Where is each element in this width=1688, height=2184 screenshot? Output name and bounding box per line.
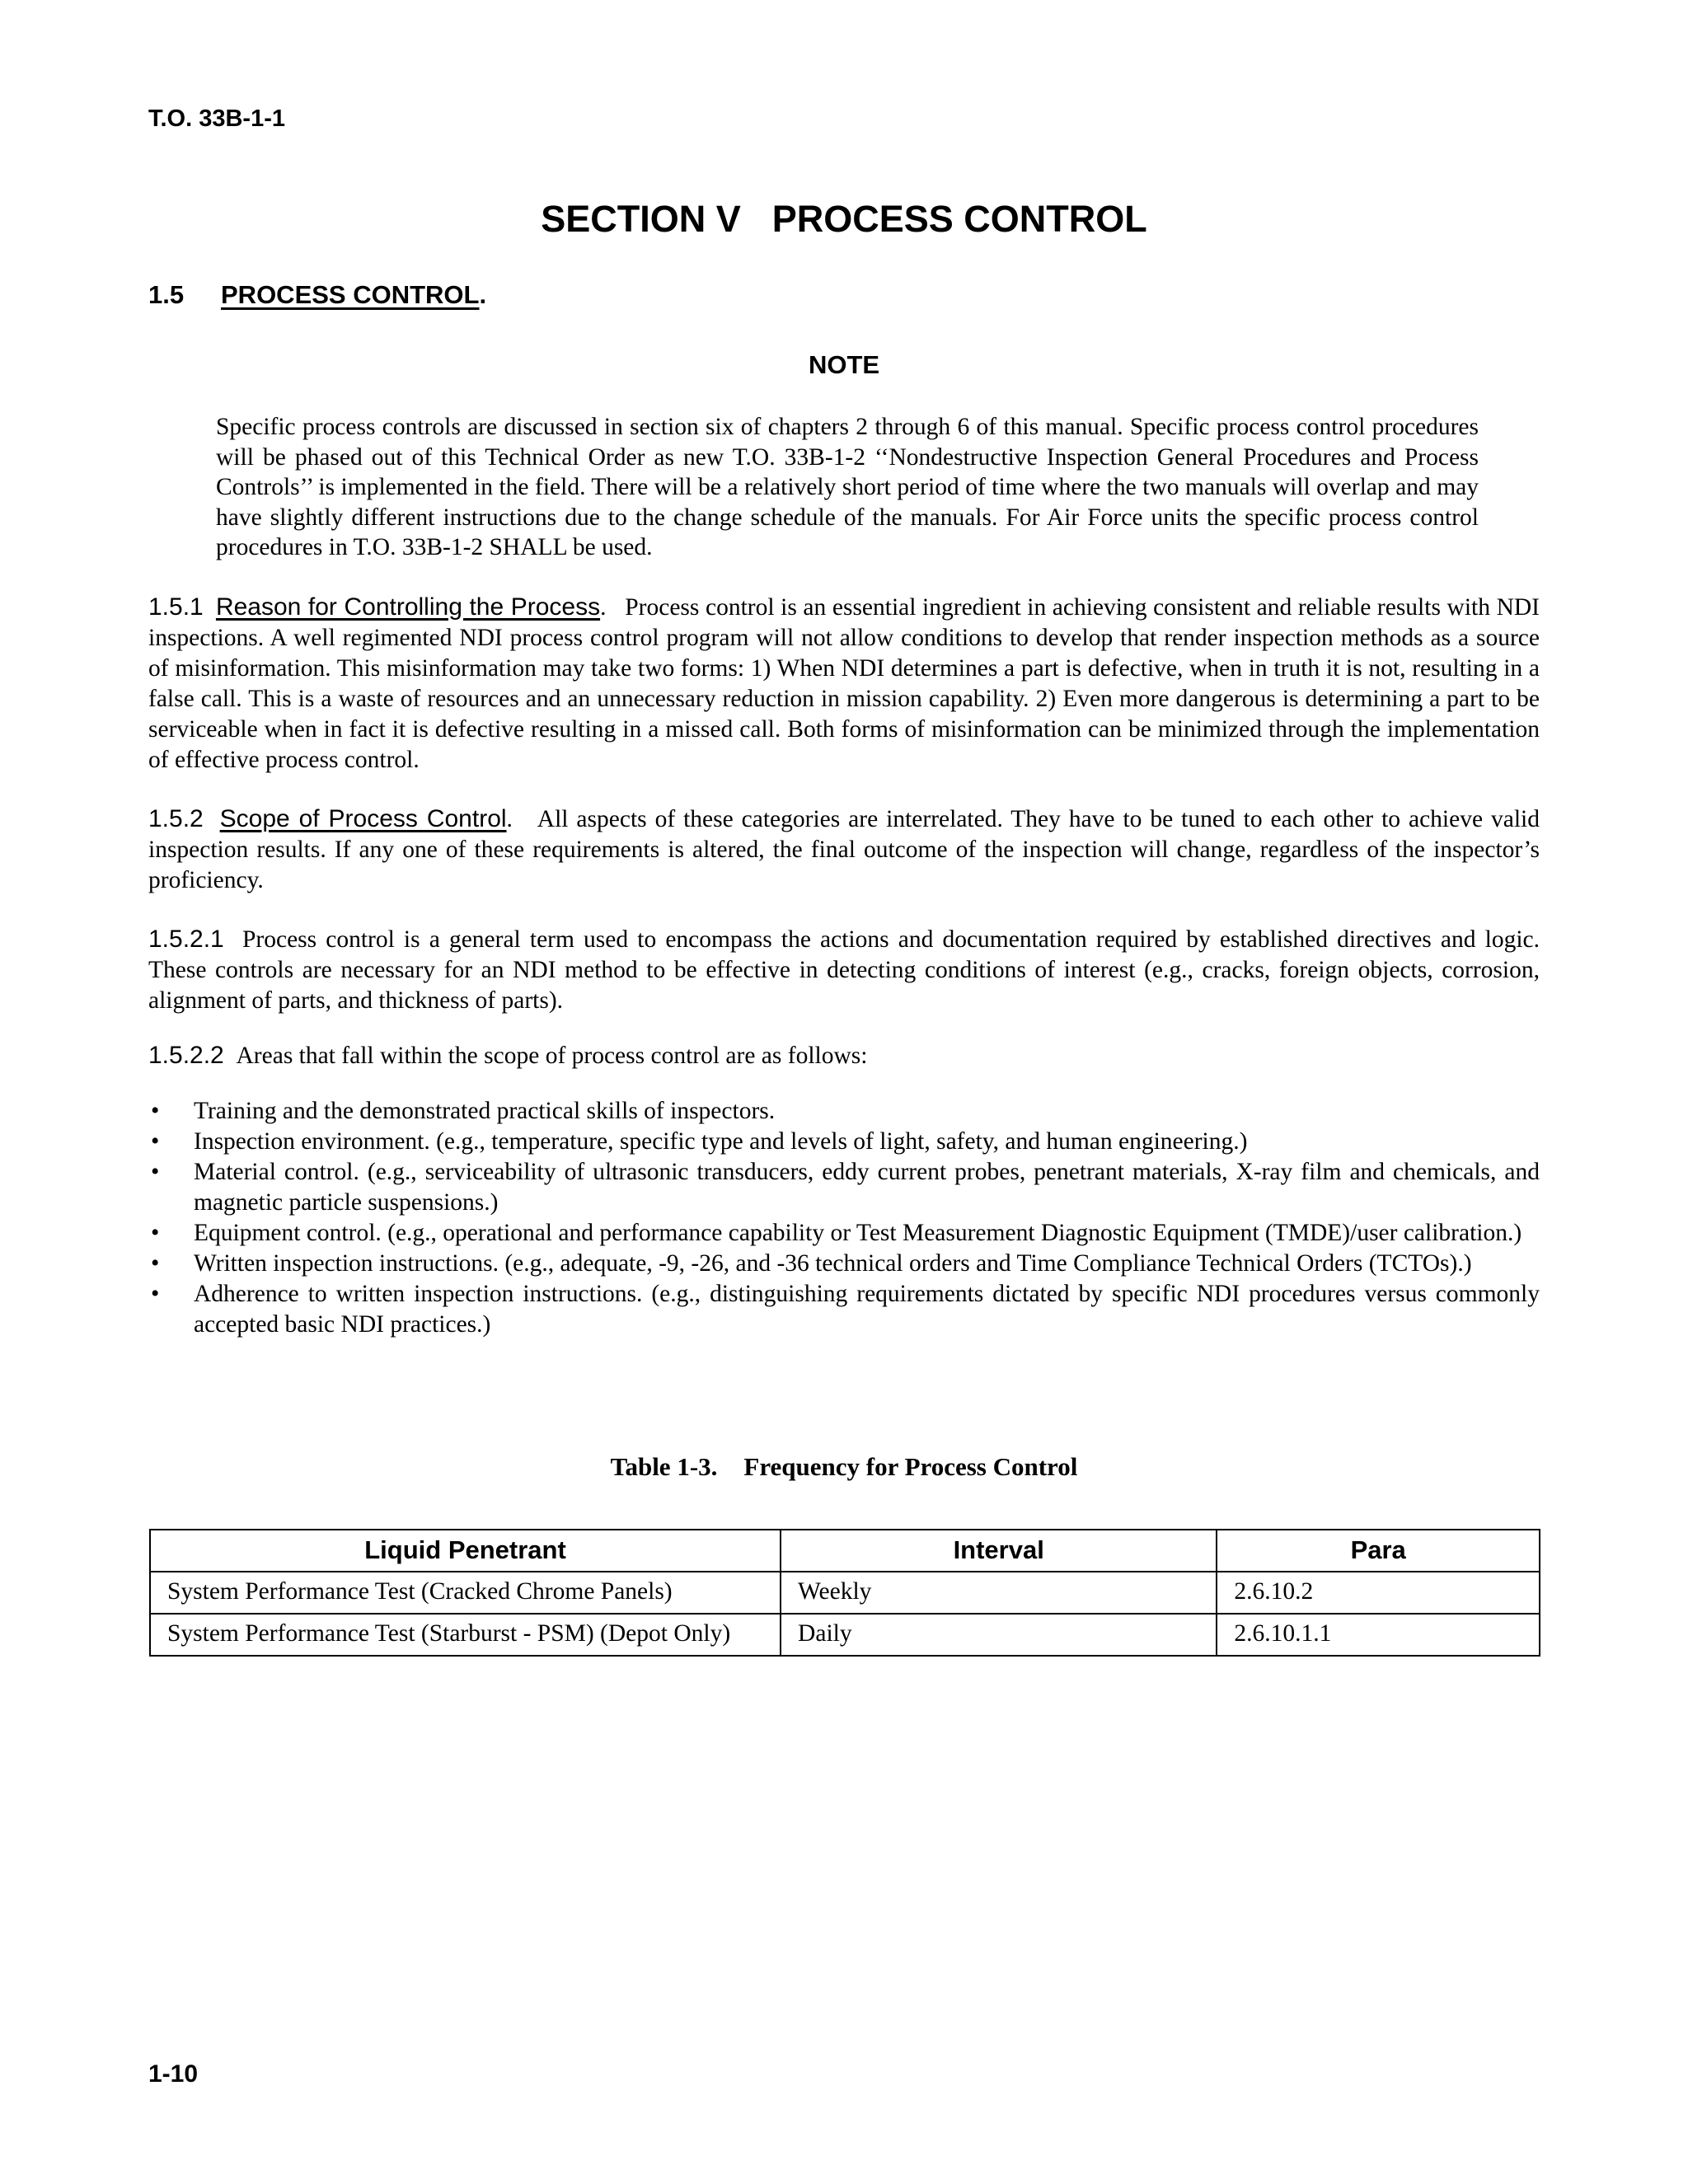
paragraph-1-5-2: 1.5.2 Scope of Process Control. All aspects of these categories are interrelated. They have to be tuned to each other to achieve valid inspection results. If any one of these requirements is altered, the final outcome of the inspection will change, regardless of the inspector’s proficiency.	[148, 805, 1540, 893]
table-row	[150, 1614, 1540, 1656]
heading-title: PROCESS CONTROL	[221, 280, 480, 309]
list-item-text: Written inspection instructions. (e.g., adequate, -9, -26, and -36 technical orders and Time Compliance Technical Orders (TCTOs).)	[194, 1250, 1472, 1277]
table-cell-test: System Performance Test (Cracked Chrome Panels)	[150, 1572, 781, 1614]
process-control-table	[149, 1529, 1540, 1657]
paragraph-1-5-2-2	[148, 1040, 1540, 1071]
table-row	[150, 1572, 1540, 1614]
bullet-icon: •	[151, 1128, 160, 1155]
section-name: PROCESS CONTROL	[771, 198, 1147, 240]
list-item	[148, 1127, 1540, 1157]
bullet-icon: •	[151, 1250, 160, 1277]
list-item	[148, 1096, 1540, 1127]
paragraph-heading	[148, 280, 486, 310]
paragraph-title: Reason for Controlling the Process	[215, 593, 601, 621]
note-label: NOTE	[808, 350, 880, 379]
bullet-icon: •	[151, 1159, 160, 1185]
column-header-liquid-penetrant: Liquid Penetrant	[150, 1530, 781, 1572]
paragraph-1-5-2-1	[148, 924, 1540, 1016]
table-cell-para: 2.6.10.1.1	[1217, 1614, 1540, 1656]
paragraph-number: 1.5.1	[148, 593, 204, 621]
page-number: 1-10	[148, 2060, 199, 2088]
document-code: T.O. 33B-1-1	[148, 105, 285, 132]
list-item-text: Equipment control. (e.g., operational and performance capability or Test Measurement Diagnostic Equipment (TMDE)/user calibration.)	[194, 1220, 1522, 1246]
paragraph-text: All aspects of these categories are interrelated. They have to be tuned to each other to achieve valid inspection results. If any one of these requirements is altered, the final outcome of the inspection will change, regardless of the inspector’s proficiency.	[148, 806, 1540, 893]
table-header-row	[150, 1530, 1540, 1572]
paragraph-number: 1.5.2.2	[148, 1042, 224, 1069]
list-item	[148, 1279, 1540, 1340]
paragraph-text: Process control is a general term used to encompass the actions and documentation required by established directives and logic. These controls are necessary for an NDI method to be effective in detecting conditions of interest (e.g., cracks, foreign objects, corrosion, alignment of parts, and thickness of parts).	[148, 926, 1540, 1014]
paragraph-1-5-1: 1.5.1 Reason for Controlling the Process. Process control is an essential ingredient in achieving consistent and reliable results with NDI inspections. A well regimented NDI process control program will not allow conditions to develop that render inspection methods as a source of misinformation. This misinformation may take two forms: 1) When NDI determines a part is defective, when in truth it is not, resulting in a false call. This is a waste of resources and an unnecessary reduction in mission capability. 2) Even more dangerous is determining a part to be serviceable when in fact it is defective resulting in a missed call. Both forms of misinformation can be minimized through the implementation of effective process control.	[148, 593, 1540, 773]
list-item	[148, 1218, 1540, 1249]
note-body: Specific process controls are discussed in section six of chapters 2 through 6 of this manual. Specific process control procedures will be phased out of this Technical Order as new T.O. 33B-1-2 ‘‘Nondestructive Inspection General Procedures and Process Controls’’ is implemented in the field. There will be a relatively short period of time where the two manuals will overlap and may have slightly different instructions due to the change schedule of the manuals. For Air Force units the specific process control procedures in T.O. 33B-1-2 SHALL be used.	[216, 414, 1479, 560]
paragraph-text: Process control is an essential ingredient in achieving consistent and reliable results with NDI inspections. A well regimented NDI process control program will not allow conditions to develop that render inspection methods as a source of misinformation. This misinformation may take two forms: 1) When NDI determines a part is defective, when in truth it is not, resulting in a false call. This is a waste of resources and an unnecessary reduction in mission capability. 2) Even more dangerous is determining a part to be serviceable when in fact it is defective resulting in a missed call. Both forms of misinformation can be minimized through the implementation of effective process control.	[148, 594, 1540, 773]
bullet-icon: •	[151, 1098, 160, 1124]
list-item-text: Adherence to written inspection instructions. (e.g., distinguishing requirements dictated by specific NDI procedures versus commonly accepted basic NDI practices.)	[194, 1281, 1540, 1338]
table-cell-para: 2.6.10.2	[1217, 1572, 1540, 1614]
scope-list	[148, 1096, 1540, 1340]
list-item	[148, 1249, 1540, 1279]
table-caption-number: Table 1-3.	[610, 1452, 718, 1481]
paragraph-title: Scope of Process Control	[219, 805, 507, 832]
column-header-para: Para	[1217, 1530, 1540, 1572]
section-label: SECTION V	[541, 198, 741, 240]
table-cell-test: System Performance Test (Starburst - PSM) (Depot Only)	[150, 1614, 781, 1656]
table-caption-title: Frequency for Process Control	[743, 1452, 1078, 1481]
list-item	[148, 1157, 1540, 1218]
list-item-text: Inspection environment. (e.g., temperature, specific type and levels of light, safety, and human engineering.)	[194, 1128, 1248, 1155]
list-item-text: Material control. (e.g., serviceability of ultrasonic transducers, eddy current probes, penetrant materials, X-ray film and chemicals, and magnetic particle suspensions.)	[194, 1159, 1540, 1216]
heading-period: .	[479, 280, 487, 309]
paragraph-number: 1.5.2.1	[148, 926, 224, 953]
table-cell-interval: Daily	[781, 1614, 1217, 1656]
paragraph-text: Areas that fall within the scope of process control are as follows:	[236, 1043, 868, 1069]
table-cell-interval: Weekly	[781, 1572, 1217, 1614]
paragraph-number: 1.5.2	[148, 805, 204, 832]
column-header-interval: Interval	[781, 1530, 1217, 1572]
bullet-icon: •	[151, 1220, 160, 1246]
list-item-text: Training and the demonstrated practical skills of inspectors.	[194, 1098, 776, 1124]
heading-number: 1.5	[148, 280, 185, 309]
table-caption	[0, 1452, 1688, 1482]
section-title	[0, 198, 1688, 241]
bullet-icon: •	[151, 1281, 160, 1307]
